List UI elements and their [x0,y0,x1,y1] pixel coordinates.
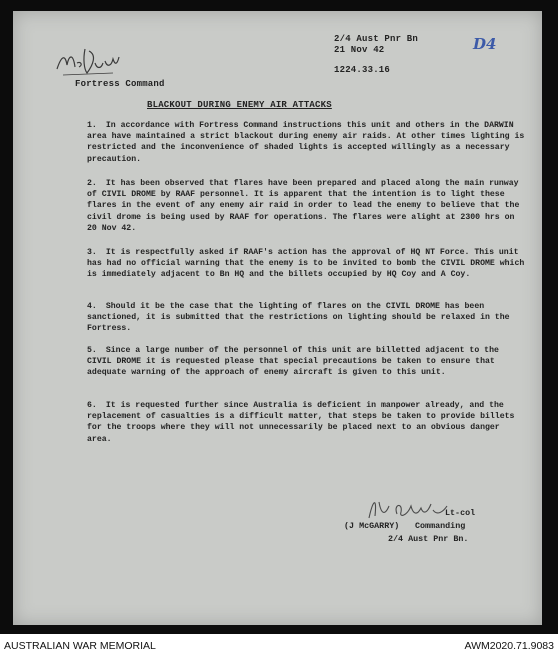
document-title: BLACKOUT DURING ENEMY AIR ATTACKS [147,100,332,110]
paragraph-text: It is requested further since Australia is deficient in manpower already, and the replacement of casualties is a difficult matter, that steps be taken to provide billets for the troops where they will not unnecessarily be placed next to an obvious danger area. [87,401,515,444]
blue-stamp: D4 [473,35,497,53]
signature-unit: 2/4 Aust Pnr Bn. [388,534,469,544]
header-unit: 2/4 Aust Pnr Bn [334,34,419,44]
paragraph-number: 6. [87,401,97,410]
paragraph-text: It has been observed that flares have been prepared and placed along the main runway of CIVIL DROME by RAAF personnel. It is apparent that the intention is to light these flares in the event of any enemy air raid in order to lead the enemy to believe that the civil drome is being used by RAAF for operations. The flares were alight at 2300 hrs on 20 Nov 42. [87,179,520,233]
handwritten-annotation [53,43,123,83]
paragraph-4 [87,301,525,335]
paragraph-1 [87,120,525,165]
paragraph-number: 5. [87,346,97,355]
paragraph-text: It is respectfully asked if RAAF's action has the approval of HQ NT Force. This unit has had no official warning that the enemy is to be invited to bomb the CIVIL DROME which is immediately adjacent to Bn HQ and the billets occupied by HQ Coy and A Coy. [87,248,525,280]
signature-rank: Lt-col [445,508,476,518]
paragraph-number: 2. [87,179,97,188]
paragraph-2 [87,178,525,234]
document-page [13,11,542,625]
paragraph-3 [87,247,525,281]
paragraph-5 [87,345,525,379]
paragraph-number: 4. [87,302,97,311]
paragraph-6 [87,400,525,445]
footer-institution: AUSTRALIAN WAR MEMORIAL [4,640,156,652]
footer-accession-number: AWM2020.71.9083 [464,640,554,652]
paragraph-text: In accordance with Fortress Command instructions this unit and others in the DARWIN area have maintained a strict blackout during enemy air raids. At other times lighting is restricted and the inconvenience of shaded lights is accepted willingly as a necessary precaution. [87,121,525,164]
header-reference: 1224.33.16 [334,65,391,75]
header-date: 21 Nov 42 [334,45,385,55]
signature-name: (J McGARRY) [344,521,400,531]
paragraph-text: Since a large number of the personnel of this unit are billetted adjacent to the CIVIL DROME it is requested please that special precautions be taken to ensure that adequate warning of the approach of enemy aircraft is given to this unit. [87,346,499,378]
recipient: Fortress Command [75,79,165,89]
paragraph-text: Should it be the case that the lighting of flares on the CIVIL DROME has been sanctioned, it is submitted that the restrictions on lighting should be relaxed in the Fortress. [87,302,510,334]
signature-role: Commanding [415,521,466,531]
paragraph-number: 1. [87,121,97,130]
paragraph-number: 3. [87,248,97,257]
